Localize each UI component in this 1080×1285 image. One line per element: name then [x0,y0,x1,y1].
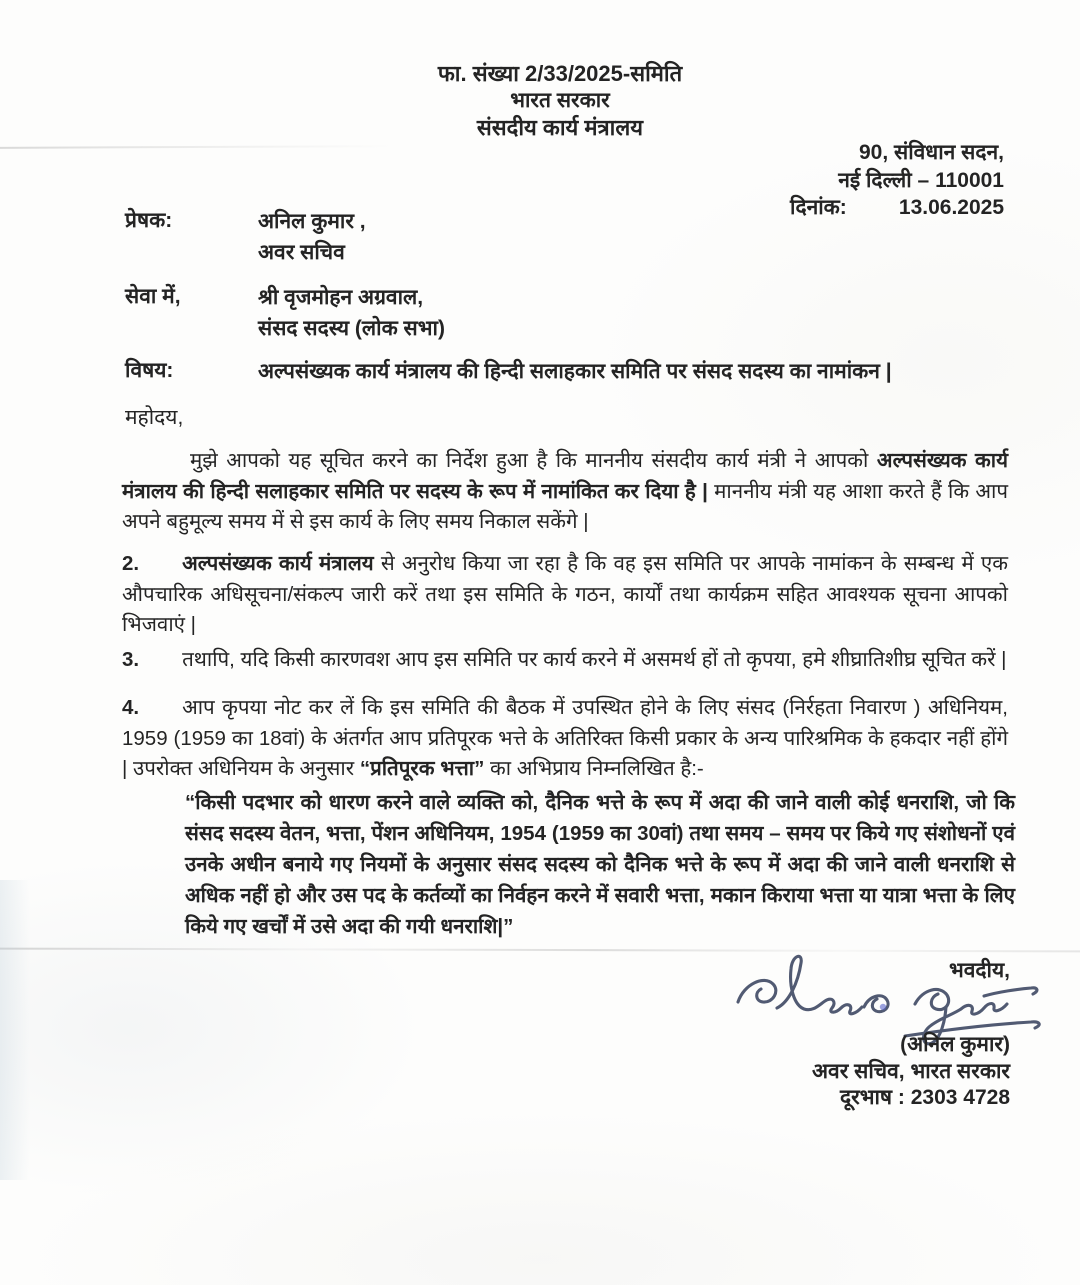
paragraph-1 [122,446,1008,538]
valediction: भवदीय, [948,959,1010,982]
ministry-name: संसदीय कार्य मंत्रालय [476,115,644,140]
date-value: 13.06.2025 [898,196,1004,219]
subject-text: अल्पसंख्यक कार्य मंत्रालय की हिन्दी सलाहकार समिति पर संसद सदस्य का नामांकन | [258,360,892,383]
sender-block [258,206,366,268]
paragraph-2-number: 2. [122,552,140,575]
paragraph-4 [122,693,1008,785]
recipient-block [258,282,445,344]
paragraph-3-number: 3. [122,648,140,671]
recipient-label: सेवा में, [125,285,181,308]
recipient-designation: संसद सदस्य (लोक सभा) [258,317,445,340]
paragraph-1-seg-1-bold: अल्पसंख्यक कार्य मंत्रालय की हिन्दी सलाहकार समिति पर सदस्य के रूप में नामांकित कर दिया है | [122,449,1008,503]
paragraph-3 [122,645,1008,676]
paragraph-2-seg-0-bold: अल्पसंख्यक कार्य मंत्रालय [182,552,374,575]
quoted-definition: “किसी पदभार को धारण करने वाले व्यक्ति को, दैनिक भत्ते के रूप में अदा की जाने वाली कोई धनराशि, जो कि संसद सदस्य वेतन, भत्ता, पेंशन अधिनियम, 1954 (1959 का 30वां) तथा समय – समय पर किये गए संशोधनों एवं उनके अधीन बनाये गए नियमों के अनुसार संसद सदस्य को दैनिक भत्ते के रूप में अदा की जाने वाली धनराशि से अधिक नहीं हो और उस पद के कर्तव्यों का निर्वहन करने में सवारी भत्ता, मकान किराया भत्ता या यात्रा भत्ता के लिए किये गए खर्चों में उसे अदा की गयी धनराशि|” [185,791,1015,938]
paragraph-2-seg-1: से अनुरोध किया जा रहा है कि वह इस समिति पर आपके नामांकन के सम्बन्ध में एक औपचारिक अधिसूचना/संकल्प जारी करें तथा इस समिति के गठन, कार्यों तथा कार्यक्रम सहित आवश्यक सूचना आपको भिजवाएं | [122,552,1008,637]
scan-edge-shadow [0,880,30,1180]
paragraph-4-seg-0: आप कृपया नोट कर लें कि इस समिति की बैठक में उपस्थित होने के लिए संसद (निर्रहता निवारण ) अधिनियम, 1959 (1959 का 18वां) के अंतर्गत आप प्रतिपूरक भत्ते के अतिरिक्त किसी प्रकार के अन्य पारिश्रमिक के हकदार नहीं होंगे | उपरोक्त अधिनियम के अनुसार [122,696,1008,781]
letterhead [290,60,830,141]
salutation: महोदय, [125,406,184,429]
address-line-1: 90, संविधान सदन, [858,141,1004,164]
ink-dot [880,1004,886,1010]
recipient-name: श्री वृजमोहन अग्रवाल, [258,286,424,309]
sender-name: अनिल कुमार , [258,210,366,233]
paragraph-1-seg-0: मुझे आपको यह सूचित करने का निर्देश हुआ है कि माननीय संसदीय कार्य मंत्री ने आपको [190,449,877,472]
address-block [790,139,1004,222]
paper-crease-top [0,145,392,149]
signer-phone: दूरभाष : 2303 4728 [839,1086,1010,1109]
paragraph-1-seg-2: माननीय मंत्री यह आशा करते हैं कि आप अपने बहुमूल्य समय में से इस कार्य के लिए समय निकाल सकेंगे | [122,479,1008,534]
address-line-2: नई दिल्ली – 110001 [838,168,1004,192]
date-row [790,194,1004,222]
government-name: भारत सरकार [510,89,610,112]
paragraph-4-seg-1-bold: “प्रतिपूरक भत्ता” [359,757,485,781]
sender-label: प्रेषक: [125,209,173,232]
sender-designation: अवर सचिव [258,241,345,264]
subject-label: विषय: [125,359,174,382]
paragraph-4-number: 4. [122,696,140,719]
paragraph-3-text: तथापि, यदि किसी कारणवश आप इस समिति पर कार्य करने में असमर्थ हों तो कृपया, हमे शीघ्रातिशीघ्र सूचित करें | [182,648,1007,671]
signer-name: (अनिल कुमार) [900,1033,1010,1056]
date-label: दिनांक: [790,196,847,219]
paragraph-4-seg-2: का अभिप्राय निम्नलिखित है:- [484,757,704,781]
signer-designation: अवर सचिव, भारत सरकार [812,1059,1010,1083]
file-number: फा. संख्या 2/33/2025-समिति [437,61,683,86]
paragraph-2 [122,549,1008,641]
signer-block [812,1032,1010,1112]
